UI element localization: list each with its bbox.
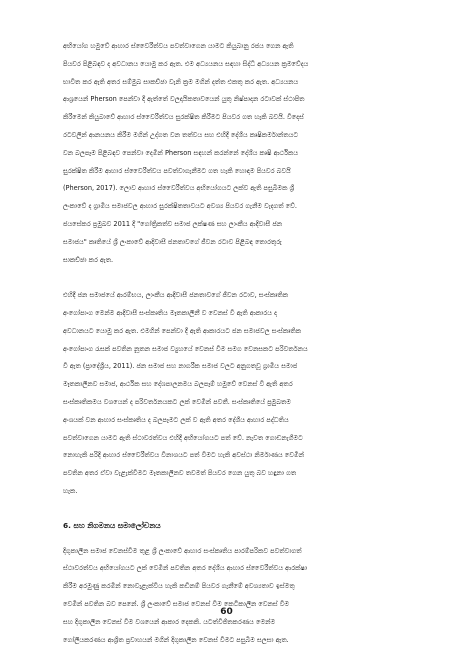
text-line: සහ දිගුකාලීන වෙනස් වීම වශයෙන් ආකාර දෙකකි. යටත්විජිතකරණය මෙන්ම xyxy=(63,617,276,626)
text-line: අංශයක් වන ආහාර සංස්කෘතිය ද බලපෑමට ලක් ව ඇති අතර දේශීය ආහාර පද්ධතිය xyxy=(63,415,289,424)
text-line: ලංකාවේ ද ග්‍රාමීය සමාජවල ආහාර සුරක්ෂිතතාවයට අවශ්‍ය පියවර ගැනීම වැදගත් වේ. xyxy=(63,202,297,211)
text-line: අවධානයට යොමු කර ඇත. එමගින් පෙන්වා දී ඇති ආකාරයට ජන සමාජවල සංස්කෘතික xyxy=(63,326,302,335)
section-heading: 6. සහ නිගමනය සමාලෝචනය xyxy=(63,520,161,530)
text-line: කිරීමෙන් කියුබාවේ ආහාර ස්වෛරීත්වය සුරක්ෂිත කිරීමට පියවර ගත හැකි බවයි. විදෙස් xyxy=(63,113,304,122)
text-line: සාකච්ඡා කර ඇත. xyxy=(63,255,114,264)
text-line: දිගුකාලීන සමාජ වෙනස්වීම තුළ ශ්‍රී ලංකාවේ ආහාර සංස්කෘතිය පාරම්පරිකව පවත්වාගත් xyxy=(63,546,302,555)
page-number: 60 xyxy=(220,607,233,617)
paragraph-2 xyxy=(63,287,390,501)
text-line: ජයසේකර ප්‍රමුඛව 2011 දී "ගෝත්‍රිකත්ව සමාජ ලක්ෂණ සහ ලාංකීය ආදිවාසී ජන xyxy=(63,219,283,228)
text-line: ගෝලීයකරණය ආශ්‍රිත ප්‍රවාහයන් මගින් දිගුකාලීන වෙනස් වීමට පසුබිම සලසා ඇත. xyxy=(63,635,289,644)
text-line: අභියෝග හමුවේ ආහාර ස්වෛරීත්වය පවත්වාගෙන යාමට කියුබානු රජය ගෙන ඇති xyxy=(63,42,294,50)
text-line: නොහැකි පරිදි ආහාර ස්වෛරීත්වය විනාශයට පත් වීමට හැකි අවස්ථා නිර්මාණය වෙමින් xyxy=(63,451,305,460)
text-line: පවතින අතර ඒවා වැළැක්වීමට මෑතකාලීනව තවමත් පියවර ගෙන යුතු බව හඳුනා ගත xyxy=(63,469,297,478)
text-line: එහිදී ජන සමාජයේ ආරම්භය, ලාංකීය ආදිවාසී ජනතාවගේ ජීවන රටාව, සංස්කෘතික xyxy=(63,291,289,300)
text-line: රටවලින් ආනයනය කිරීම මගින් උද්ගත වන තත්වය සහ එහිදී දේශීය කෘෂිකර්මාන්තයට xyxy=(63,130,299,139)
text-line: ස්ථාවරත්වය අභියෝගයට ලක් වෙමින් පවතින අතර දේශීය ආහාර ස්වෛරීත්වය ආරක්ෂා xyxy=(63,564,308,573)
text-line: මෑතකාලීනව සමාජ, ආර්ථික සහ දේශපාලනමය බලපෑම් හමුවේ වෙනස් වී ඇති අතර xyxy=(63,380,293,389)
text-line: (Pherson, 2017). ලොව ආහාර ස්වෛරීත්වය අභියෝගයට ලක්ව ඇති පසුබිමක ශ්‍රී xyxy=(63,184,295,193)
text-line: වන බලපෑම පිළිබඳව පෙන්වා දෙමින් Pherson සඳහන් කරන්නේ දේශීය කෘෂි ආර්ථිකය xyxy=(63,148,299,157)
text-line: අංගෝපාංග මෙන්ම ආදිවාසී සංස්කෘතිය මෑතකාලීනී ව වෙනස් වී ඇති ආකාරය ද xyxy=(63,308,277,317)
text-line: සමාජය" කෘතියේ ශ්‍රී ලංකාවේ ආදිවාසී ජනතාවගේ ජීවන රටාව පිළිබඳ තොරතුරු xyxy=(63,237,282,246)
text-line: හැක. xyxy=(63,486,78,495)
text-line: සංස්කෘතිකමය වශයෙන් ද පරිවර්තනයකට ලක් වෙමින් පවතී. සංස්කෘතියේ ප්‍රමුඛතම xyxy=(63,397,292,406)
text-line: කිරීම අරමුණු කරමින් නොවැළැක්විය හැකි කඩිනම් පියවර ගැනීමේ අවශ්‍යතාව ඉස්මතු xyxy=(63,582,295,591)
text-line: වෙමින් පවතින බව පෙනේ. ශ්‍රී ලංකාවේ සමාජ වෙනස් වීම කෙටිකාලීන වෙනස් වීම xyxy=(63,599,290,608)
text-line: භාවිත කර ඇති අතර සම්මුඛ සාකච්ඡා වැනි ක්‍රම මගින් දත්ත එකතු කර ඇත. අධ්‍යයනය xyxy=(63,77,299,86)
text-line: සුරක්ෂිත කිරීම ආහාර ස්වෛරීත්වය පවත්වාගැනීමට ගත හැකි හොඳම පියවර බවයි xyxy=(63,166,291,175)
paragraph-1 xyxy=(63,38,390,269)
text-line: පියවර පිළිබඳව ද අවධානය යොමු කර ඇත. එම අධ්‍යයනය සඳහා සිද්ධි අධ්‍යයන ක්‍රමවේදය xyxy=(63,59,309,68)
text-line: පවත්වාගෙන යාමට ඇති ස්ථාවරත්වය එහිදී අභියෝගයට පත් වේ. නැවත ගොඩනැගීමට xyxy=(63,433,303,442)
body-text-column xyxy=(63,38,390,667)
text-line: අංගෝපාංග රැසක් පවතින නූතන සමාජ ව්‍යුහයේ වෙනස් වීම සමග වෙනසකට පරිවර්තනය xyxy=(63,344,308,353)
closing-paragraph xyxy=(63,543,390,650)
text-line: වී ඇත (ප්‍රාදේශ්‍රීය, 2011). ජන සමාජ සහ නාගරීක සමාජ වලට අනුගතවූ ග්‍රාමීය සමාජ xyxy=(63,362,298,371)
text-line: ආශ්‍රයෙන් Pherson පෙන්වා දී ඇත්තේ වලදායිකතාවයෙන් යුතු නිෂ්පාදන රටාවක් ස්ථාපිත xyxy=(63,95,305,104)
